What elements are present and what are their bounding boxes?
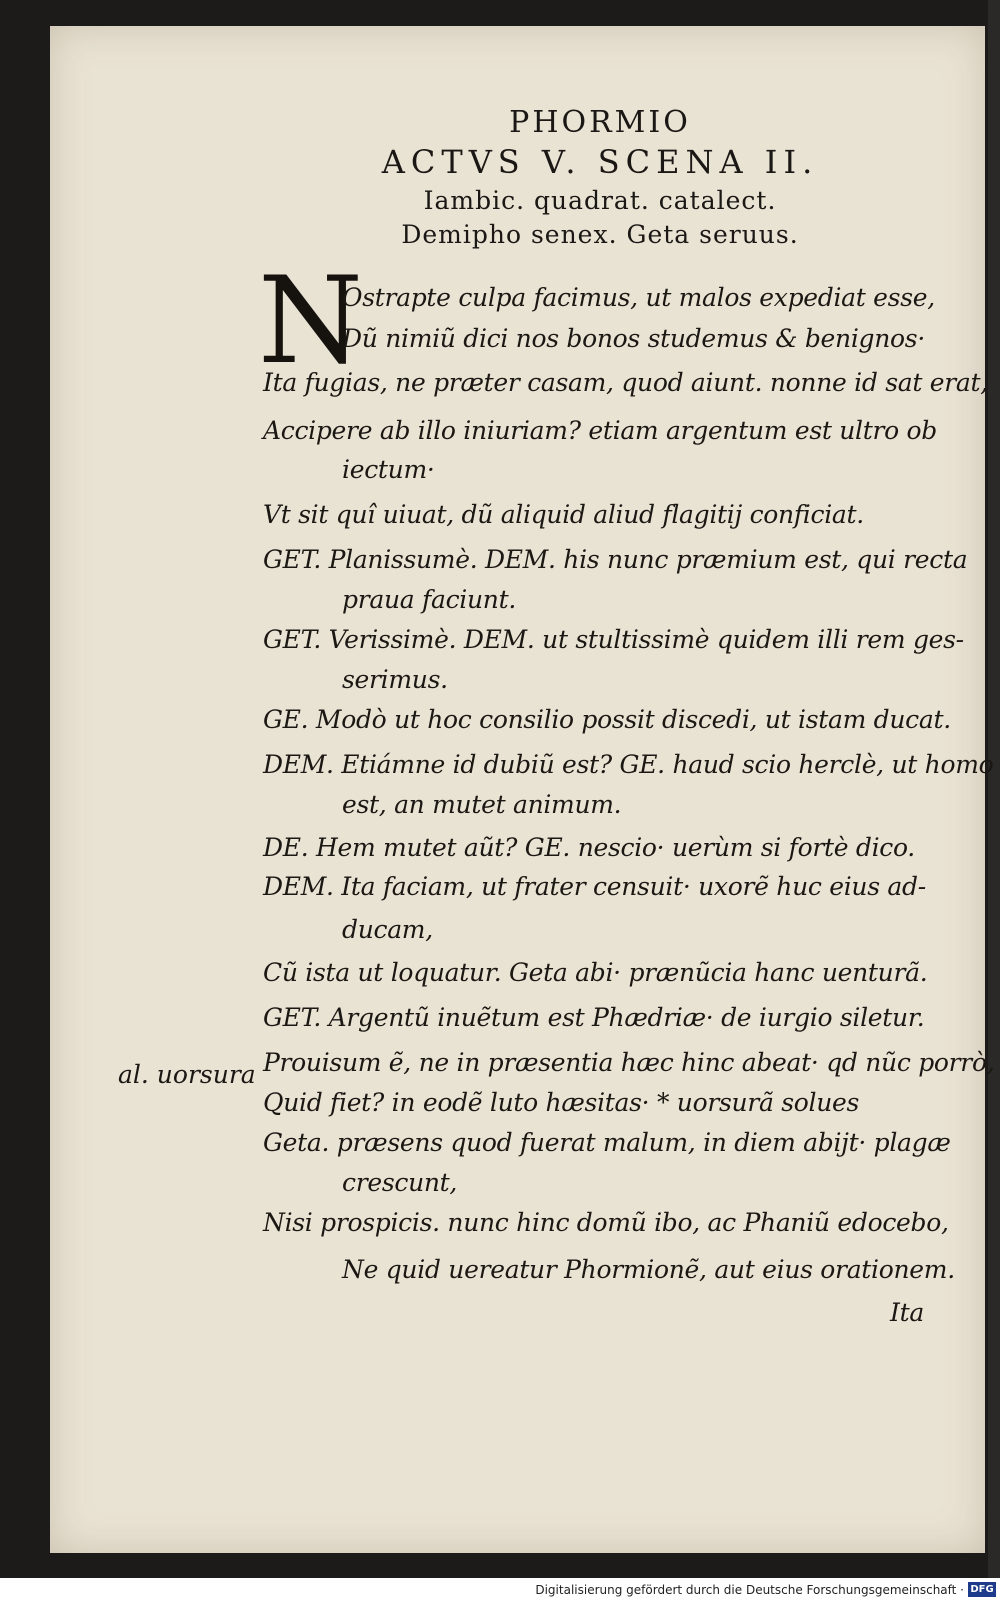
text-line: Vt sit quî uiuat, dũ aliquid aliud flagitij conficiat.: [263, 500, 864, 529]
text-line: Cũ ista ut loquatur. Geta abi· prænũcia hanc uenturã.: [263, 958, 928, 987]
act-scene-heading: ACTVS V. SCENA II.: [381, 143, 819, 181]
text-line: GET. Verissimè. DEM. ut stultissimè quidem illi rem ges-: [263, 625, 964, 654]
text-line: Nisi prospicis. nunc hinc domũ ibo, ac Phaniũ edocebo,: [263, 1208, 949, 1237]
text-line: Prouisum ẽ, ne in præsentia hæc hinc abeat· qd nũc porrò,: [263, 1048, 995, 1077]
text-line: Ostrapte culpa facimus, ut malos expediat esse,: [342, 283, 935, 312]
text-line: Geta. præsens quod fuerat malum, in diem abijt· plagæ: [263, 1128, 951, 1157]
text-line: DEM. Ita faciam, ut frater censuit· uxorẽ huc eius ad-: [263, 872, 926, 901]
text-line: crescunt,: [342, 1168, 458, 1197]
funding-credit: Digitalisierung gefördert durch die Deutsche Forschungsgemeinschaft ·: [535, 1583, 964, 1597]
dfg-logo: DFG: [968, 1582, 996, 1597]
speakers-heading: Demipho senex. Geta seruus.: [401, 220, 799, 249]
marginal-note: al. uorsura: [118, 1060, 256, 1089]
text-line: ducam,: [342, 915, 433, 944]
meter-note: Iambic. quadrat. catalect.: [423, 186, 777, 215]
scan-edge: [988, 0, 1000, 1578]
text-line: Quid fiet? in eodẽ luto hæsitas· * uorsurã solues: [263, 1088, 860, 1117]
text-line: serimus.: [342, 665, 448, 694]
play-title: PHORMIO: [509, 105, 691, 140]
text-line: iectum·: [342, 455, 435, 484]
text-line: Dũ nimiũ dici nos bonos studemus & benignos·: [342, 324, 925, 353]
text-line: praua faciunt.: [342, 585, 516, 614]
text-line: est, an mutet animum.: [342, 790, 622, 819]
text-line: GET. Planissumè. DEM. his nunc præmium est, qui recta: [263, 545, 968, 574]
catchword: Ita: [890, 1298, 924, 1327]
footer-bar: [0, 1578, 1000, 1603]
drop-cap-initial: N: [258, 252, 363, 391]
text-line: Ne quid uereatur Phormionẽ, aut eius orationem.: [342, 1255, 955, 1284]
text-line: GE. Modò ut hoc consilio possit discedi, ut istam ducat.: [263, 705, 951, 734]
text-line: DE. Hem mutet aũt? GE. nescio· uerùm si fortè dico.: [263, 833, 915, 862]
text-line: DEM. Etiámne id dubiũ est? GE. haud scio herclè, ut homo: [263, 750, 994, 779]
text-line: Ita fugias, ne præter casam, quod aiunt. nonne id sat erat,: [263, 368, 988, 397]
text-line: GET. Argentũ inuẽtum est Phædriæ· de iurgio siletur.: [263, 1003, 925, 1032]
text-line: Accipere ab illo iniuriam? etiam argentum est ultro ob: [263, 416, 937, 445]
